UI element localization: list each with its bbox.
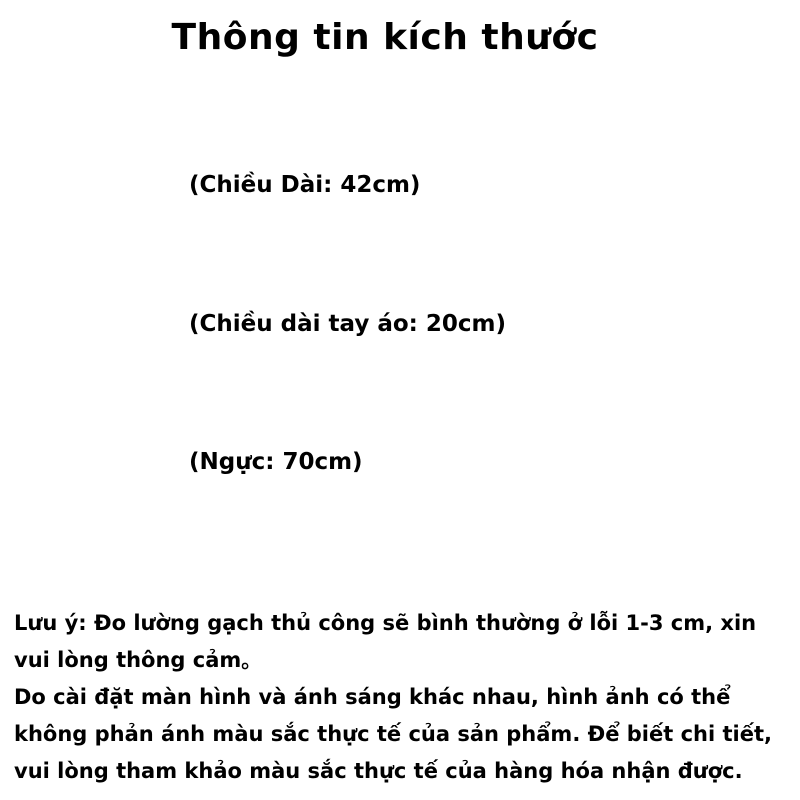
note-block: [14, 605, 794, 790]
page-title: Thông tin kích thước: [171, 17, 599, 58]
note-measurement: Lưu ý: Đo lường gạch thủ công sẽ bình thường ở lỗi 1-3 cm, xin vui lòng thông cảm。: [14, 611, 757, 672]
note-color-disclaimer: Do cài đặt màn hình và ánh sáng khác nhau, hình ảnh có thể không phản ánh màu sắc thực tế của sản phẩm. Để biết chi tiết, vui lòng tham khảo màu sắc thực tế của hàng hóa nhận được.: [14, 685, 772, 783]
spec-length: (Chiều Dài: 42cm): [189, 172, 421, 198]
spec-chest: (Ngực: 70cm): [189, 449, 363, 475]
spec-sleeve-length: (Chiều dài tay áo: 20cm): [189, 311, 506, 337]
